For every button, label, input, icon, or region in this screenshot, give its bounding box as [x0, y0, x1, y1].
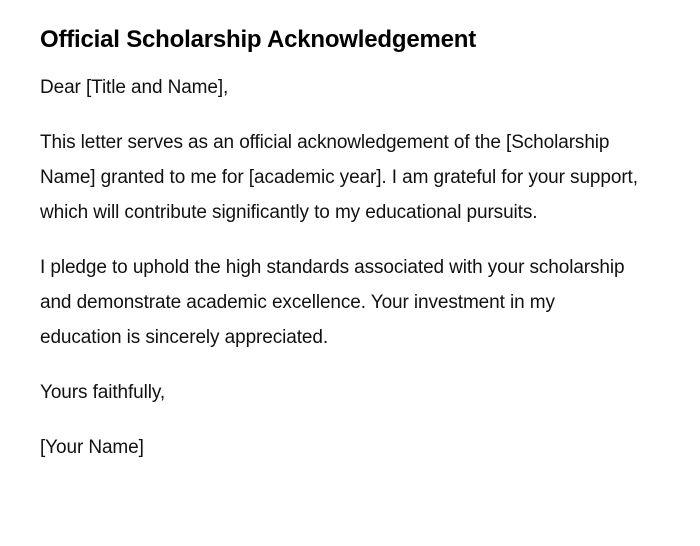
closing: Yours faithfully,	[40, 382, 166, 403]
body-paragraph-1: This letter serves as an official acknowledgement of the [Scholarship Name] granted to me for [academic year]. I am grateful for your support, which will contribute significantly to my educational pursuits.	[40, 132, 638, 223]
letter-title: Official Scholarship Acknowledgement	[40, 26, 477, 53]
signature: [Your Name]	[40, 437, 144, 458]
body-paragraph-2: I pledge to uphold the high standards associated with your scholarship and demonstrate academic excellence. Your investment in my education is sincerely appreciated.	[40, 257, 625, 348]
letter-document	[40, 24, 640, 485]
salutation: Dear [Title and Name],	[40, 77, 229, 98]
